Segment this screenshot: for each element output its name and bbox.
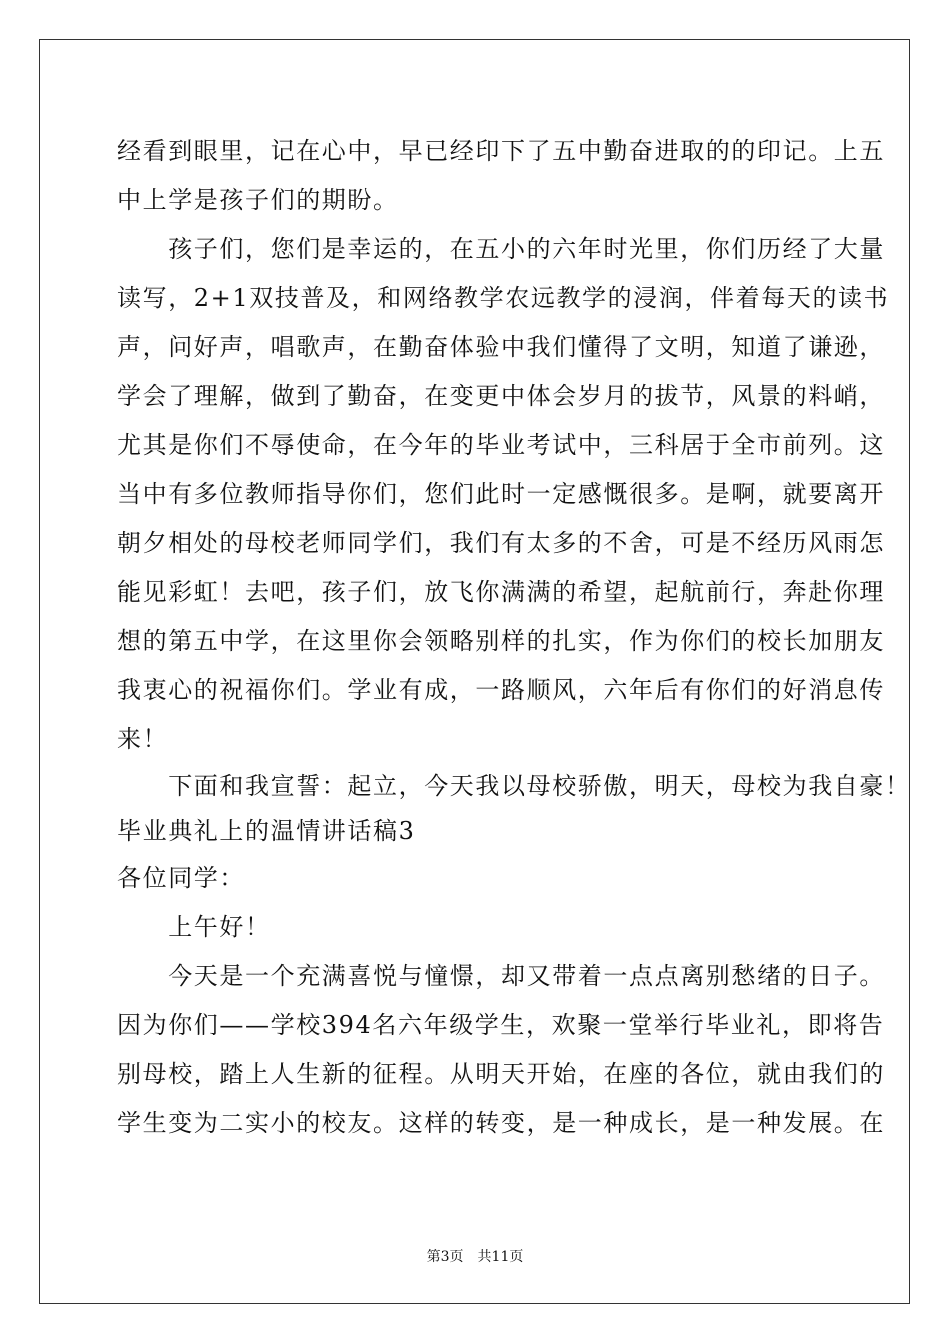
- page-total: 共11页: [477, 1249, 524, 1265]
- page-footer: [0, 1247, 950, 1267]
- text-line: 别母校，踏上人生新的征程。从明天开始，在座的各位，就由我们的: [117, 1060, 885, 1088]
- text-line: 今天是一个充满喜悦与憧憬，却又带着一点点离别愁绪的日子。: [117, 962, 885, 990]
- text-line: 声，问好声，唱歌声，在勤奋体验中我们懂得了文明，知道了谦逊，: [117, 333, 885, 361]
- greeting: 上午好！: [117, 913, 271, 941]
- text-line: 来！: [117, 725, 169, 753]
- text-line: 因为你们——学校394名六年级学生，欢聚一堂举行毕业礼，即将告: [117, 1011, 885, 1039]
- text-line: 学会了理解，做到了勤奋，在变更中体会岁月的拔节，风景的料峭，: [117, 382, 885, 410]
- text-line: 中上学是孩子们的期盼。: [117, 186, 399, 214]
- text-line: 朝夕相处的母校老师同学们，我们有太多的不舍，可是不经历风雨怎: [117, 529, 885, 557]
- text-line: 下面和我宣誓：起立，今天我以母校骄傲，明天，母校为我自豪！: [117, 772, 911, 800]
- salutation: 各位同学：: [117, 864, 245, 892]
- document-body: [117, 127, 911, 1148]
- section-heading: 毕业典礼上的温情讲话稿3: [117, 817, 416, 845]
- text-line: 学生变为二实小的校友。这样的转变，是一种成长，是一种发展。在: [117, 1109, 885, 1137]
- text-line: 我衷心的祝福你们。学业有成，一路顺风，六年后有你们的好消息传: [117, 676, 885, 704]
- text-line: 能见彩虹！去吧，孩子们，放飞你满满的希望，起航前行，奔赴你理: [117, 578, 885, 606]
- text-line: 孩子们，您们是幸运的，在五小的六年时光里，你们历经了大量: [117, 235, 885, 263]
- text-line: 经看到眼里，记在心中，早已经印下了五中勤奋进取的的印记。上五: [117, 137, 885, 165]
- page-number: 第3页: [426, 1249, 464, 1265]
- text-line: 想的第五中学，在这里你会领略别样的扎实，作为你们的校长加朋友: [117, 627, 885, 655]
- text-line: 尤其是你们不辱使命，在今年的毕业考试中，三科居于全市前列。这: [117, 431, 885, 459]
- text-line: 读写，2+1双技普及，和网络教学农远教学的浸润，伴着每天的读书: [117, 284, 890, 312]
- text-line: 当中有多位教师指导你们，您们此时一定感慨很多。是啊，就要离开: [117, 480, 885, 508]
